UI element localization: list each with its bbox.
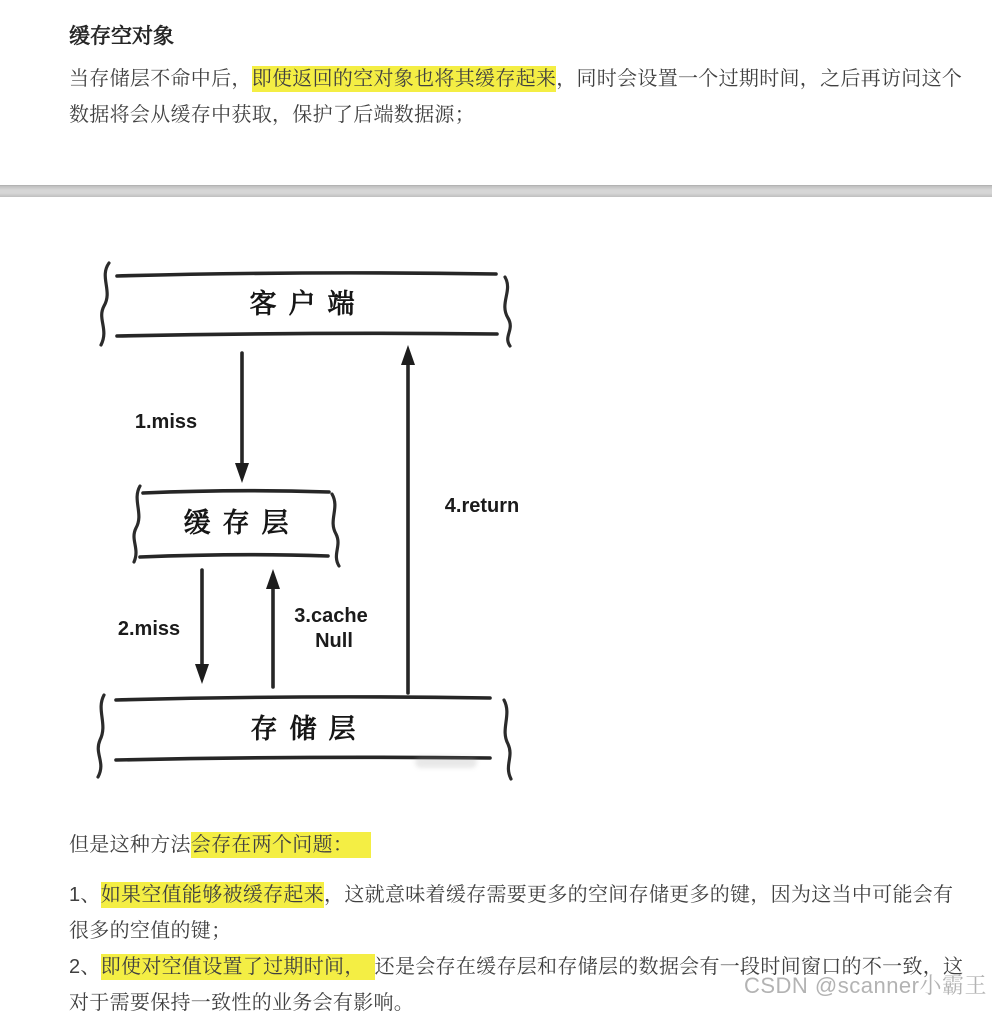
arrow-1-miss bbox=[135, 353, 249, 483]
arrow-3-cache-null bbox=[266, 569, 368, 687]
client-box-top-line bbox=[117, 273, 496, 276]
storage-box-top-line bbox=[116, 697, 490, 700]
problems-lead-pre: 但是这种方法 bbox=[69, 834, 191, 856]
arrow-2-miss bbox=[118, 570, 209, 684]
problem-2-highlight: 即使对空值设置了过期时间， bbox=[101, 954, 375, 980]
problem-1-number: 1、 bbox=[69, 884, 101, 906]
csdn-watermark: CSDN @scanner小霸王 bbox=[743, 973, 987, 998]
problem-1-text: ，这就意味着缓存需要更多的空间存储更多的键，因为这当中可能会有很多的空值的键； bbox=[69, 884, 954, 942]
cache-box-top-line bbox=[143, 491, 329, 493]
arrow-3-label-line1: 3.cache bbox=[294, 605, 368, 627]
arrow-4-label: 4.return bbox=[444, 495, 520, 517]
arrow-2-head-icon bbox=[195, 664, 209, 684]
cache-box-left-brace bbox=[134, 486, 140, 562]
problem-1-paragraph bbox=[69, 877, 971, 949]
client-box-bottom-line bbox=[117, 333, 497, 336]
intro-highlight: 即使返回的空对象也将其缓存起来 bbox=[251, 68, 557, 90]
intro-text-pre: 当存储层不命中后， bbox=[69, 68, 252, 90]
problem-1-highlight: 如果空值能够被缓存起来 bbox=[100, 884, 325, 906]
storage-box-left-brace bbox=[98, 695, 104, 777]
arrow-3-label-line2: Null bbox=[315, 630, 353, 652]
intro-text-post: ，同时会设置一个过期时间，之后再访问这个数据将会从缓存中获取，保护了后端数据源； bbox=[69, 68, 963, 126]
cache-node bbox=[134, 486, 339, 566]
problems-lead-paragraph bbox=[69, 827, 971, 863]
problem-2-text: 还是会存在缓存层和存储层的数据会有一段时间窗口的不一致，这对于需要保持一致性的业务会有影响。 bbox=[69, 956, 964, 1014]
storage-node-label: 存储层 bbox=[250, 714, 368, 745]
client-box-right-brace bbox=[505, 277, 510, 346]
client-node-label: 客户端 bbox=[249, 289, 367, 320]
page-title: 缓存空对象 bbox=[69, 25, 174, 48]
client-node bbox=[101, 263, 510, 346]
arrow-4-return bbox=[401, 345, 519, 693]
problems-lead-highlight: 会存在两个问题： bbox=[191, 832, 371, 858]
arrow-4-head-icon bbox=[401, 345, 415, 365]
cache-node-label: 缓存层 bbox=[183, 508, 301, 539]
arrow-1-label: 1.miss bbox=[134, 411, 198, 433]
cache-box-right-brace bbox=[332, 494, 339, 566]
storage-box-right-brace bbox=[504, 700, 511, 779]
arrow-2-label: 2.miss bbox=[117, 618, 181, 640]
diagram-watermark-smudge bbox=[415, 756, 477, 768]
cache-box-bottom-line bbox=[140, 555, 328, 557]
problem-2-number: 2、 bbox=[69, 956, 101, 978]
arrow-1-head-icon bbox=[235, 463, 249, 483]
client-box-left-brace bbox=[101, 263, 109, 345]
arrow-3-head-icon bbox=[266, 569, 280, 589]
